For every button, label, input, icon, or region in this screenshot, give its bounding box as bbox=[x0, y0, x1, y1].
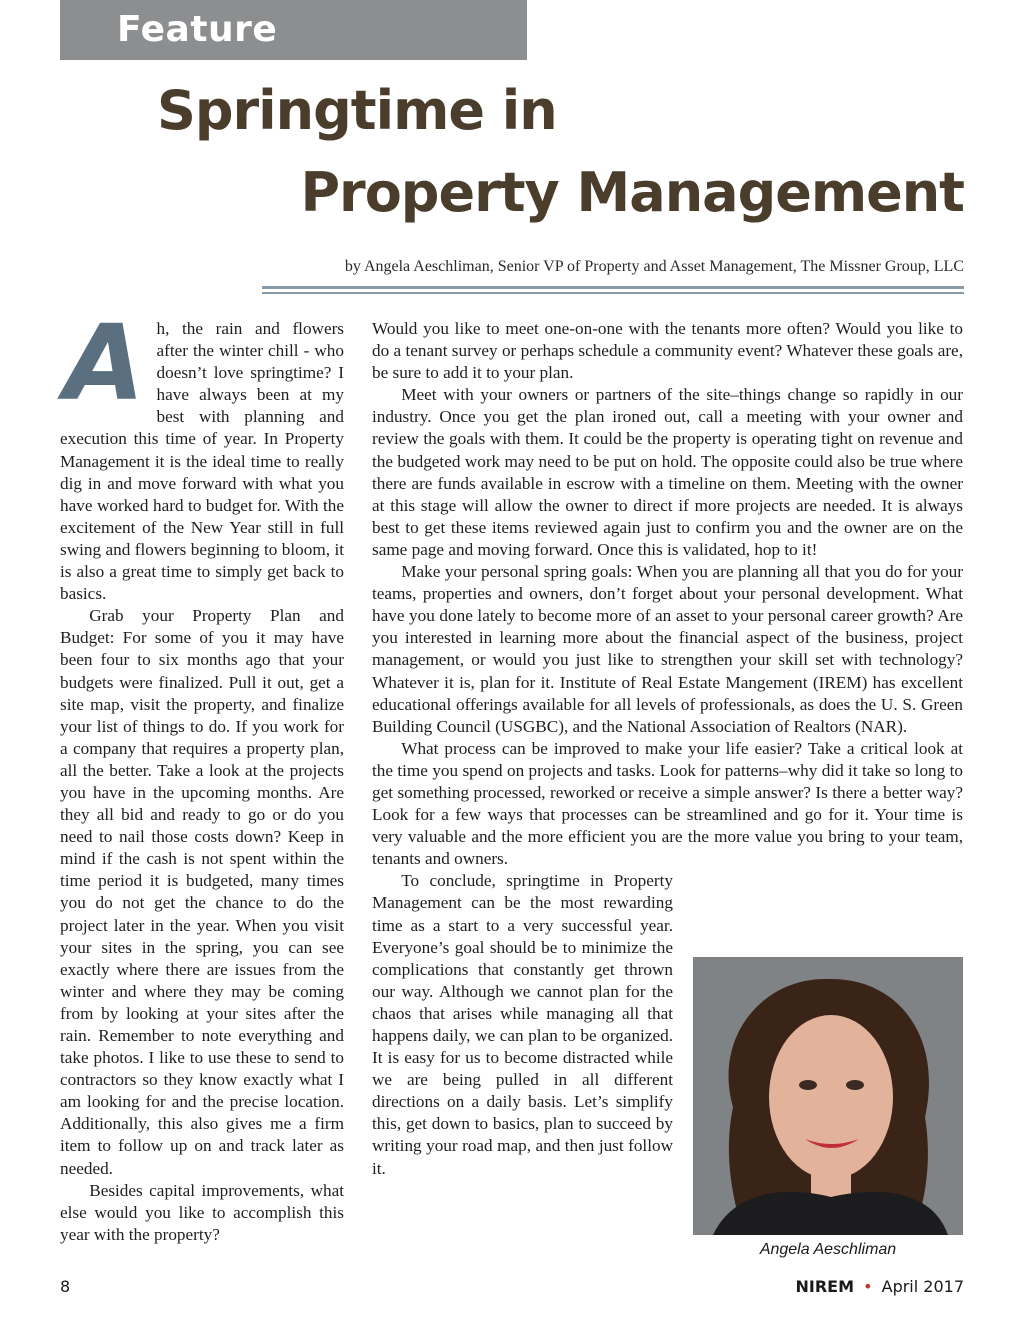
article-title-line2: Property Management bbox=[300, 161, 964, 224]
face-shape bbox=[769, 1015, 893, 1179]
page-number: 8 bbox=[60, 1277, 71, 1296]
issue-date: April 2017 bbox=[881, 1277, 964, 1296]
right-eye bbox=[846, 1080, 864, 1090]
paragraph: What process can be improved to make your life easier? Take a critical look at the time you spend on projects and tasks. Look for patterns–why did it take so long to get something processed, reworked or receive a simple answer? Is there a better way? Look for a few ways that processes can be streamlined and go for it. Your time is very valuable and the more efficient you are the more value you bring to your team, tenants and owners. bbox=[372, 738, 963, 869]
author-photo bbox=[693, 957, 963, 1235]
paragraph: Besides capital improvements, what else would you like to accomplish this year with the property? bbox=[60, 1180, 344, 1244]
article-title-line1: Springtime in bbox=[157, 79, 557, 142]
photo-caption: Angela Aeschliman bbox=[759, 1241, 897, 1258]
paragraph-text: To conclude, springtime in Property Management can be the most rewarding time as a start to a very successful year. Everyone’s goal should be to minimize the complications that constantly get thrown our way. Although we cannot plan for the chaos that arises while managing all that happens daily, we can plan to be organized. It is easy for us to become distracted while we are being pulled in all different directions on a daily basis. Let’s simplify this, get down to basics, plan to succeed by writing your road map, and then just follow it. bbox=[372, 871, 673, 1178]
paragraph: Make your personal spring goals: When you are planning all that you do for your teams, properties and owners, don’t forget about your personal development. What have you done lately to become more of an asset to your personal career growth? Are you interested in learning more about the financial aspect of the business, project management, or would you just like to strengthen your skill set with technology? Whatever it is, plan for it. Institute of Real Estate Mangement (IREM) has excellent educational offerings available for all levels of professionals, as does the U. S. Green Building Council (USGBC), and the National Association of Realtors (NAR). bbox=[372, 562, 963, 736]
paragraph: Would you like to meet one-on-one with the tenants more often? Would you like to do a tenant survey or perhaps schedule a community event? Whatever these goals are, be sure to add it to your plan. bbox=[372, 319, 963, 383]
title-rule-bottom bbox=[262, 292, 964, 294]
paragraph bbox=[60, 302, 344, 605]
publication-name: NIREM bbox=[795, 1277, 854, 1296]
left-eye bbox=[799, 1080, 817, 1090]
paragraph-text: h, the rain and flowers after the winter chill - who doesn’t love springtime? I have always been at my best with planning and execution this time of year. In Property Management it is the ideal time to really dig in and move forward with what you have worked hard to budget for. With the excitement of the New Year still in full swing and flowers beginning to bloom, it is also a great time to simply get back to basics. bbox=[60, 319, 344, 604]
paragraph: Grab your Property Plan and Budget: For some of you it may have been four to six months ago that your budgets were finalized. Pull it out, get a site map, visit the property, and finalize your list of things to do. If you work for a company that requires a property plan, all the better. Take a look at the projects you have in the upcoming months. Are they all bid and ready to go or do you need to nail those costs down? Keep in mind if the cash is not spent within the time period it is budgeted, many times you do not get the chance to do the project later in the year. When you visit your sites in the spring, you can see exactly where there are issues from the winter and where they may be coming from by looking at your sites after the rain. Remember to note everything and take photos. I like to use these to send to contractors so they know exactly what I am looking for and the precise location. Additionally, this also gives me a firm item to follow up on and track later as needed. bbox=[60, 606, 344, 1178]
article-column-left bbox=[60, 302, 344, 1246]
title-rule-top bbox=[262, 286, 964, 289]
byline: by Angela Aeschliman, Senior VP of Property and Asset Management, The Missner Group, LLC bbox=[344, 258, 964, 275]
portrait-illustration bbox=[693, 957, 963, 1235]
drop-cap: A bbox=[64, 302, 145, 424]
section-label: Feature bbox=[117, 9, 278, 50]
publication-footer bbox=[795, 1277, 964, 1296]
footer-bullet: • bbox=[863, 1277, 873, 1296]
paragraph: Meet with your owners or partners of the site–things change so rapidly in our industry. Once you get the plan ironed out, call a meeting with your owner and review the goals with them. It could be the property is operating tight on revenue and the budgeted work may need to be put on hold. The opposite could also be true where there are funds available in escrow with a timeline on them. Meeting with the owner at this stage will allow the owner to direct if more projects are needed. It is always best to get these items reviewed again just to confirm you and the owner are on the same page and moving forward. Once this is validated, hop to it! bbox=[372, 385, 963, 559]
